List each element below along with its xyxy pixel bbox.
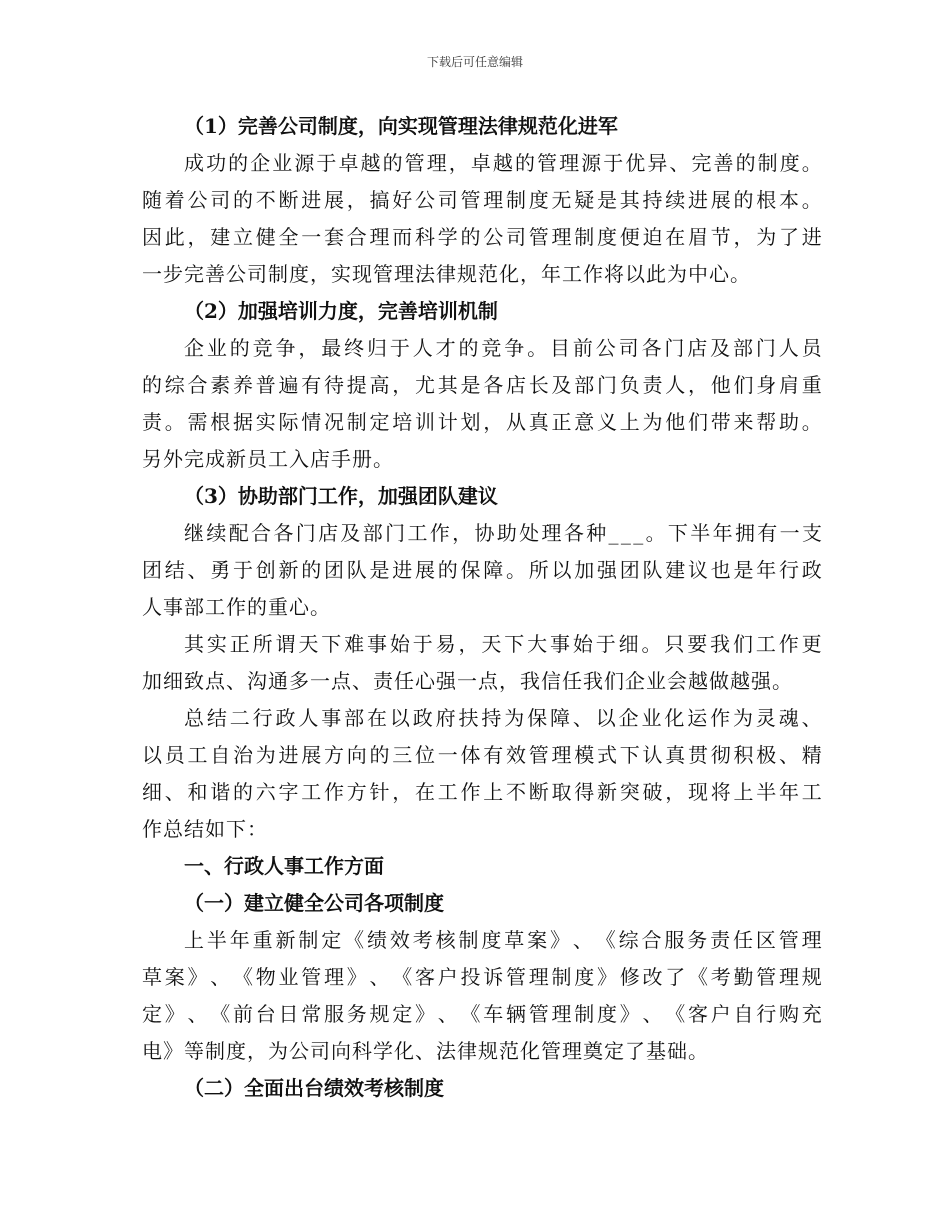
section-heading: 一、行政人事工作方面	[184, 854, 384, 878]
page-header: 下载后可任意编辑	[426, 55, 523, 69]
paragraph-line: 加细致点、沟通多一点、责任心强一点，我信任我们企业会越做越强。	[142, 669, 793, 693]
section-heading: （2）加强培训力度，完善培训机制	[184, 299, 498, 323]
paragraph-line: 总 结 二 行 政 人 事 部 在 以 政 府 扶 持 为 保 障 、 以 企 业 化 运 作 为 灵 魂 、	[184, 706, 822, 730]
paragraph-line: 成 功 的 企 业 源 于 卓 越 的 管 理 ， 卓 越 的 管 理 源 于 优 异 、 完 善 的 制 度 。	[184, 151, 822, 175]
paragraph-line: 其 实 正 所 谓 天 下 难 事 始 于 易 ， 天 下 大 事 始 于 细 。 只 要 我 们 工 作 更	[184, 632, 822, 656]
paragraph-line: 定 》 、 《 前 台 日 常 服 务 规 定 》 、 《 车 辆 管 理 制 度 》 、 《 客 户 自 行 购 充	[142, 1002, 822, 1026]
paragraph-line: 以 员 工 自 治 为 进 展 方 向 的 三 位 一 体 有 效 管 理 模 式 下 认 真 贯 彻 积 极 、 精	[142, 743, 822, 767]
section-heading: （3）协助部门工作，加强团队建议	[184, 484, 498, 508]
paragraph-line: 继 续 配 合 各 门 店 及 部 门 工 作 ， 协 助 处 理 各 种 _ _ _ 。 下 半 年 拥 有 一 支	[184, 521, 822, 545]
paragraph-line: 责 。 需 根 据 实 际 情 况 制 定 培 训 计 划 ， 从 真 正 意 义 上 为 他 们 带 来 帮 助 。	[142, 410, 822, 434]
paragraph-line: 电》等制度，为公司向科学化、法律规范化管理奠定了基础。	[142, 1039, 709, 1063]
paragraph-line: 企 业 的 竞 争 ， 最 终 归 于 人 才 的 竞 争 。 目 前 公 司 各 门 店 及 部 门 人 员	[184, 336, 822, 360]
document-body	[142, 108, 822, 1107]
paragraph-line: 团 结 、 勇 于 创 新 的 团 队 是 进 展 的 保 障 。 所 以 加 强 团 队 建 议 也 是 年 行 政	[142, 558, 822, 582]
paragraph-line: 的 综 合 素 养 普 遍 有 待 提 高 ， 尤 其 是 各 店 长 及 部 门 负 责 人 ， 他 们 身 肩 重	[142, 373, 822, 397]
paragraph-line: 一步完善公司制度，实现管理法律规范化，年工作将以此为中心。	[142, 262, 751, 286]
section-heading: （一）建立健全公司各项制度	[184, 891, 444, 915]
paragraph-line: 作总结如下：	[142, 817, 268, 841]
paragraph-line: 另外完成新员工入店手册。	[142, 447, 394, 471]
paragraph-line: 人事部工作的重心。	[142, 595, 331, 619]
paragraph-line: 细 、 和 谐 的 六 字 工 作 方 针 ， 在 工 作 上 不 断 取 得 新 突 破 ， 现 将 上 半 年 工	[142, 780, 822, 804]
paragraph-line: 因 此 ， 建 立 健 全 一 套 合 理 而 科 学 的 公 司 管 理 制 度 便 迫 在 眉 节 ， 为 了 进	[142, 225, 822, 249]
paragraph-line: 随 着 公 司 的 不 断 进 展 ， 搞 好 公 司 管 理 制 度 无 疑 是 其 持 续 进 展 的 根 本 。	[142, 188, 822, 212]
paragraph-line: 上 半 年 重 新 制 定 《 绩 效 考 核 制 度 草 案 》 、 《 综 合 服 务 责 任 区 管 理	[184, 928, 822, 952]
paragraph-line: 草 案 》 、 《 物 业 管 理 》 、 《 客 户 投 诉 管 理 制 度 》 修 改 了 《 考 勤 管 理 规	[142, 965, 822, 989]
section-heading: （1）完善公司制度，向实现管理法律规范化进军	[184, 114, 618, 138]
section-heading: （二）全面出台绩效考核制度	[184, 1076, 444, 1100]
